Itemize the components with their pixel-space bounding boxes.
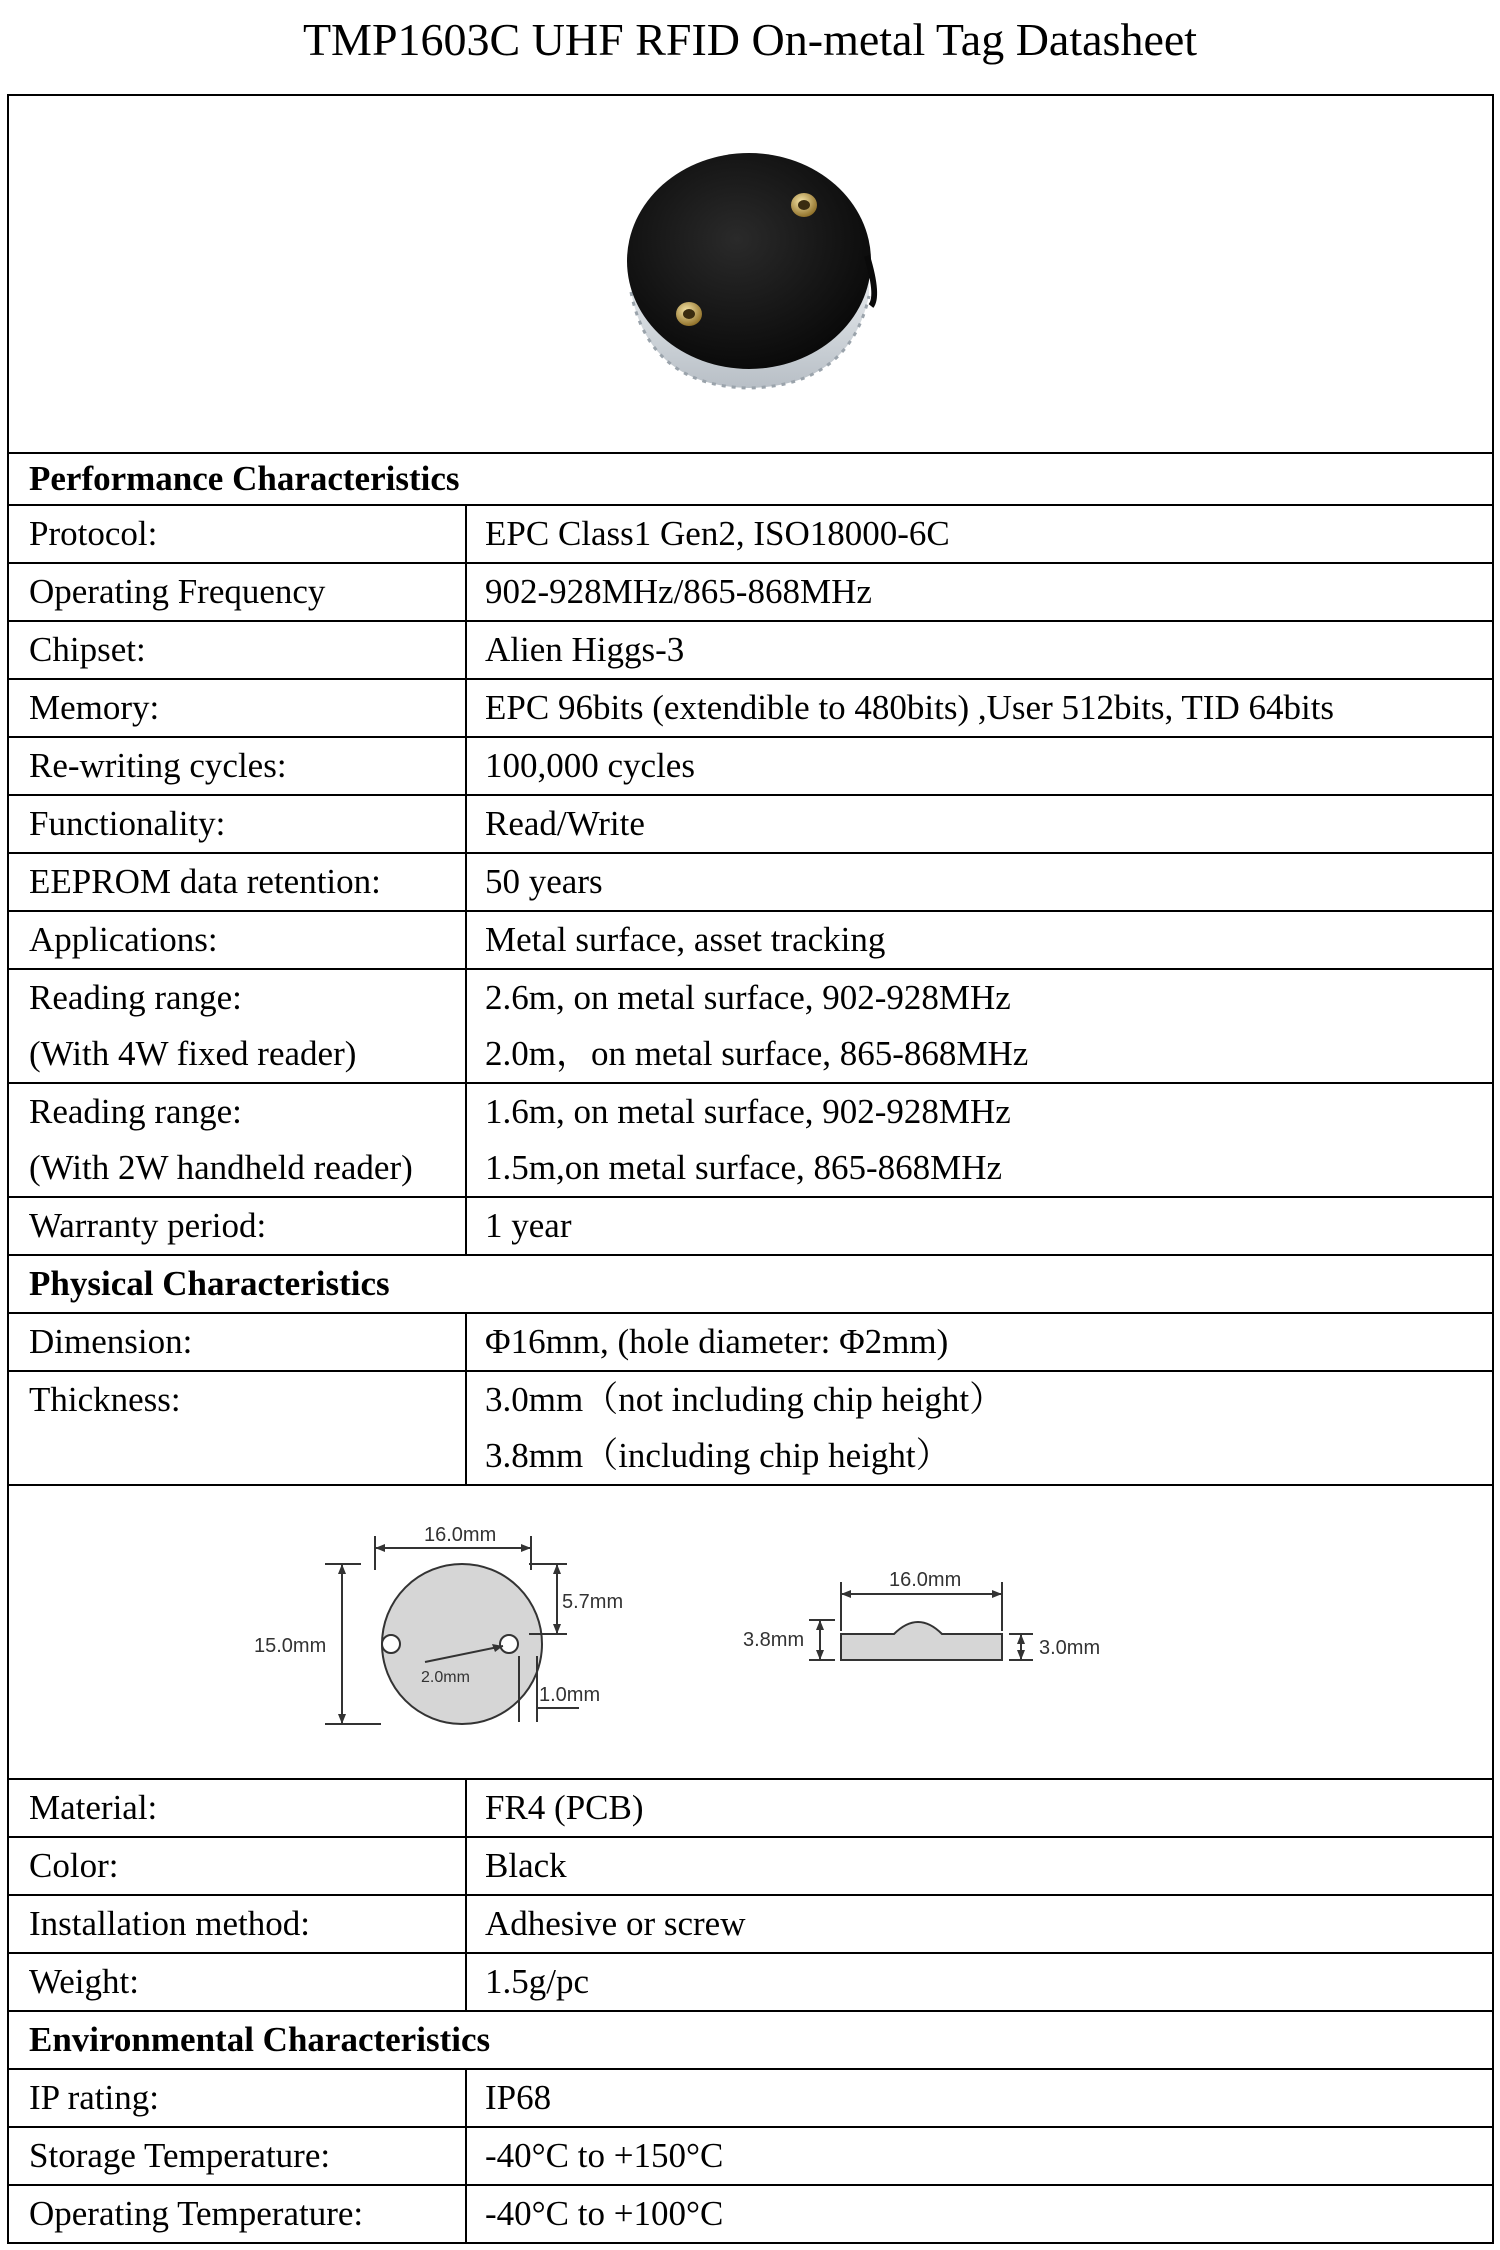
row-value: -40°C to +150°C xyxy=(485,2136,724,2175)
table-row xyxy=(9,1836,1492,1894)
table-row-thickness xyxy=(9,1370,1492,1484)
row-value: -40°C to +100°C xyxy=(485,2194,724,2233)
row-label: Color: xyxy=(29,1846,119,1885)
row-label: Installation method: xyxy=(29,1904,310,1943)
row-label: EEPROM data retention: xyxy=(29,862,381,901)
row-label: Functionality: xyxy=(29,804,226,843)
row-value: 100,000 cycles xyxy=(485,746,695,785)
column-divider xyxy=(465,796,467,852)
row-label: Warranty period: xyxy=(29,1206,267,1245)
diagram-label: 3.8mm xyxy=(743,1629,805,1651)
table-row-reading-4w xyxy=(9,968,1492,1082)
table-row xyxy=(9,852,1492,910)
section-title: Environmental Characteristics xyxy=(29,2020,491,2059)
row-label: IP rating: xyxy=(29,2078,159,2117)
column-divider xyxy=(465,506,467,562)
table-row xyxy=(9,1196,1492,1254)
table-row xyxy=(9,2126,1492,2184)
page-title: TMP1603C UHF RFID On-metal Tag Datasheet xyxy=(302,14,1198,65)
table-row-reading-2w xyxy=(9,1082,1492,1196)
column-divider xyxy=(465,1314,467,1370)
section-physical xyxy=(9,1254,1492,1312)
column-divider xyxy=(465,1780,467,1836)
table-row xyxy=(9,620,1492,678)
section-performance xyxy=(9,452,1492,504)
table-row xyxy=(9,2068,1492,2126)
diagram-label: 16.0mm xyxy=(889,1569,962,1591)
column-divider xyxy=(465,970,467,1082)
row-value: 1 year xyxy=(485,1206,572,1245)
row-label: Protocol: xyxy=(29,514,158,553)
row-value: 2.6m, on metal surface, 902-928MHz xyxy=(485,978,1011,1017)
row-value: Read/Write xyxy=(485,804,645,843)
column-divider xyxy=(465,1372,467,1484)
row-label: Material: xyxy=(29,1788,158,1827)
product-photo-row xyxy=(9,96,1492,452)
table-row xyxy=(9,678,1492,736)
table-row xyxy=(9,1312,1492,1370)
row-value: Adhesive or screw xyxy=(485,1904,746,1943)
column-divider xyxy=(465,1838,467,1894)
diagram-label: 3.0mm xyxy=(1039,1637,1101,1659)
column-divider xyxy=(465,2070,467,2126)
row-label: Reading range: xyxy=(29,1092,242,1131)
row-value-sub: 2.0m，on metal surface, 865-868MHz xyxy=(485,1034,1029,1073)
diagram-label: 2.0mm xyxy=(421,1669,470,1686)
column-divider xyxy=(465,1896,467,1952)
column-divider xyxy=(465,738,467,794)
table-row xyxy=(9,1894,1492,1952)
row-value: IP68 xyxy=(485,2078,552,2117)
row-label: Weight: xyxy=(29,1962,139,2001)
table-row xyxy=(9,504,1492,562)
column-divider xyxy=(465,622,467,678)
column-divider xyxy=(465,1198,467,1254)
row-label: Dimension: xyxy=(29,1322,193,1361)
diagram-label: 16.0mm xyxy=(424,1524,497,1546)
row-value: Φ16mm, (hole diameter: Φ2mm) xyxy=(485,1322,949,1361)
row-label: Thickness: xyxy=(29,1380,181,1419)
row-value: 3.0mm（not including chip height） xyxy=(485,1380,1005,1419)
table-row xyxy=(9,2184,1492,2242)
row-value: FR4 (PCB) xyxy=(485,1788,644,1827)
row-value: 1.5g/pc xyxy=(485,1962,590,2001)
row-value: EPC Class1 Gen2, ISO18000-6C xyxy=(485,514,950,553)
row-label: Memory: xyxy=(29,688,160,727)
row-label: Operating Temperature: xyxy=(29,2194,364,2233)
row-value: Alien Higgs-3 xyxy=(485,630,685,669)
row-label: Chipset: xyxy=(29,630,146,669)
table-row xyxy=(9,1952,1492,2010)
table-row xyxy=(9,910,1492,968)
column-divider xyxy=(465,2128,467,2184)
section-title: Performance Characteristics xyxy=(29,459,460,498)
column-divider xyxy=(465,1954,467,2010)
diagram-label: 1.0mm xyxy=(539,1684,601,1706)
row-label: Re-writing cycles: xyxy=(29,746,287,785)
table-row xyxy=(9,562,1492,620)
dimension-drawing xyxy=(9,1486,1492,1776)
section-title: Physical Characteristics xyxy=(29,1264,390,1303)
column-divider xyxy=(465,854,467,910)
row-label: Storage Temperature: xyxy=(29,2136,331,2175)
row-label: Reading range: xyxy=(29,978,242,1017)
table-row xyxy=(9,794,1492,852)
row-value: Metal surface, asset tracking xyxy=(485,920,886,959)
tag-photo xyxy=(9,96,1496,452)
column-divider xyxy=(465,564,467,620)
row-value-sub: 3.8mm（including chip height） xyxy=(485,1436,951,1475)
datasheet-table xyxy=(7,94,1494,2244)
section-environmental xyxy=(9,2010,1492,2068)
dimension-diagram-row xyxy=(9,1484,1492,1778)
table-row xyxy=(9,736,1492,794)
column-divider xyxy=(465,680,467,736)
row-value: 50 years xyxy=(485,862,603,901)
row-label-sub: (With 4W fixed reader) xyxy=(29,1034,357,1073)
row-value: 902-928MHz/865-868MHz xyxy=(485,572,872,611)
diagram-label: 5.7mm xyxy=(562,1591,624,1613)
row-label: Applications: xyxy=(29,920,218,959)
row-label-sub: (With 2W handheld reader) xyxy=(29,1148,413,1187)
row-value: Black xyxy=(485,1846,567,1885)
row-value: EPC 96bits (extendible to 480bits) ,User 512bits, TID 64bits xyxy=(485,688,1335,727)
row-label: Operating Frequency xyxy=(29,572,326,611)
row-value-sub: 1.5m,on metal surface, 865-868MHz xyxy=(485,1148,1003,1187)
column-divider xyxy=(465,912,467,968)
table-row xyxy=(9,1778,1492,1836)
column-divider xyxy=(465,2186,467,2242)
column-divider xyxy=(465,1084,467,1196)
diagram-label: 15.0mm xyxy=(254,1635,327,1657)
row-value: 1.6m, on metal surface, 902-928MHz xyxy=(485,1092,1011,1131)
